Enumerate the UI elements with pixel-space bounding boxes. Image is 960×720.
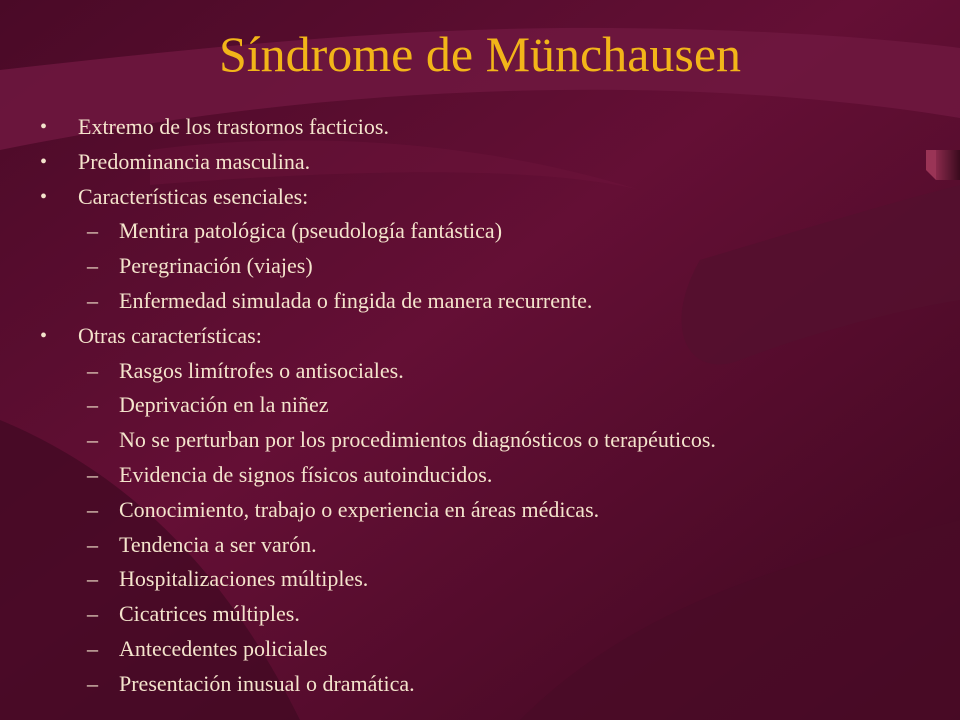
bullet-text: Deprivación en la niñez bbox=[119, 392, 329, 418]
bullet-text: Antecedentes policiales bbox=[119, 635, 328, 661]
sub-bullet-item bbox=[0, 284, 960, 319]
bullet-text: Mentira patológica (pseudología fantástica) bbox=[119, 218, 503, 244]
dash-marker: – bbox=[87, 427, 98, 453]
bullet-item bbox=[0, 145, 960, 180]
slide-title: Síndrome de Münchausen bbox=[218, 26, 742, 82]
bullet-text: Cicatrices múltiples. bbox=[119, 601, 300, 627]
bullet-text: Extremo de los trastornos facticios. bbox=[78, 114, 389, 139]
dash-marker: – bbox=[87, 635, 98, 661]
sub-bullet-item bbox=[0, 423, 960, 458]
bullet-text: Peregrinación (viajes) bbox=[119, 253, 313, 279]
dash-marker: – bbox=[87, 461, 98, 487]
bullet-text: No se perturban por los procedimientos diagnósticos o terapéuticos. bbox=[119, 427, 716, 453]
sub-bullet-item bbox=[0, 493, 960, 528]
sub-bullet-item bbox=[0, 528, 960, 563]
dash-marker: – bbox=[87, 670, 98, 696]
bullet-marker: • bbox=[40, 185, 48, 208]
bullet-text: Enfermedad simulada o fingida de manera recurrente. bbox=[119, 287, 593, 313]
sub-bullet-item bbox=[0, 667, 960, 702]
dash-marker: – bbox=[87, 357, 98, 383]
bullet-item bbox=[0, 180, 960, 215]
sub-bullet-item bbox=[0, 458, 960, 493]
sub-bullet-item bbox=[0, 562, 960, 597]
bullet-text: Tendencia a ser varón. bbox=[119, 531, 317, 557]
bullet-item bbox=[0, 110, 960, 145]
sub-bullet-item bbox=[0, 632, 960, 667]
bullet-text: Predominancia masculina. bbox=[78, 148, 311, 174]
bullet-list bbox=[0, 110, 960, 702]
bullet-text: Conocimiento, trabajo o experiencia en áreas médicas. bbox=[119, 496, 600, 522]
bullet-marker: • bbox=[40, 150, 48, 173]
sub-bullet-item bbox=[0, 354, 960, 389]
bullet-item bbox=[0, 319, 960, 354]
bullet-marker: • bbox=[40, 116, 48, 138]
dash-marker: – bbox=[87, 218, 98, 244]
dash-marker: – bbox=[87, 566, 98, 592]
sub-bullet-item bbox=[0, 388, 960, 423]
bullet-text: Presentación inusual o dramática. bbox=[119, 670, 415, 696]
dash-marker: – bbox=[87, 531, 98, 557]
dash-marker: – bbox=[87, 253, 98, 279]
sub-bullet-item bbox=[0, 214, 960, 249]
bullet-marker: • bbox=[40, 324, 48, 347]
bullet-text: Rasgos limítrofes o antisociales. bbox=[119, 357, 404, 383]
sub-bullet-item bbox=[0, 597, 960, 632]
dash-marker: – bbox=[87, 601, 98, 627]
bullet-text: Evidencia de signos físicos autoinducidos. bbox=[119, 461, 493, 487]
bullet-text: Hospitalizaciones múltiples. bbox=[119, 566, 369, 592]
sub-bullet-item bbox=[0, 249, 960, 284]
dash-marker: – bbox=[87, 392, 98, 418]
bullet-text: Otras características: bbox=[78, 322, 262, 348]
dash-marker: – bbox=[87, 496, 98, 522]
bullet-text: Características esenciales: bbox=[78, 183, 309, 209]
dash-marker: – bbox=[87, 287, 98, 313]
